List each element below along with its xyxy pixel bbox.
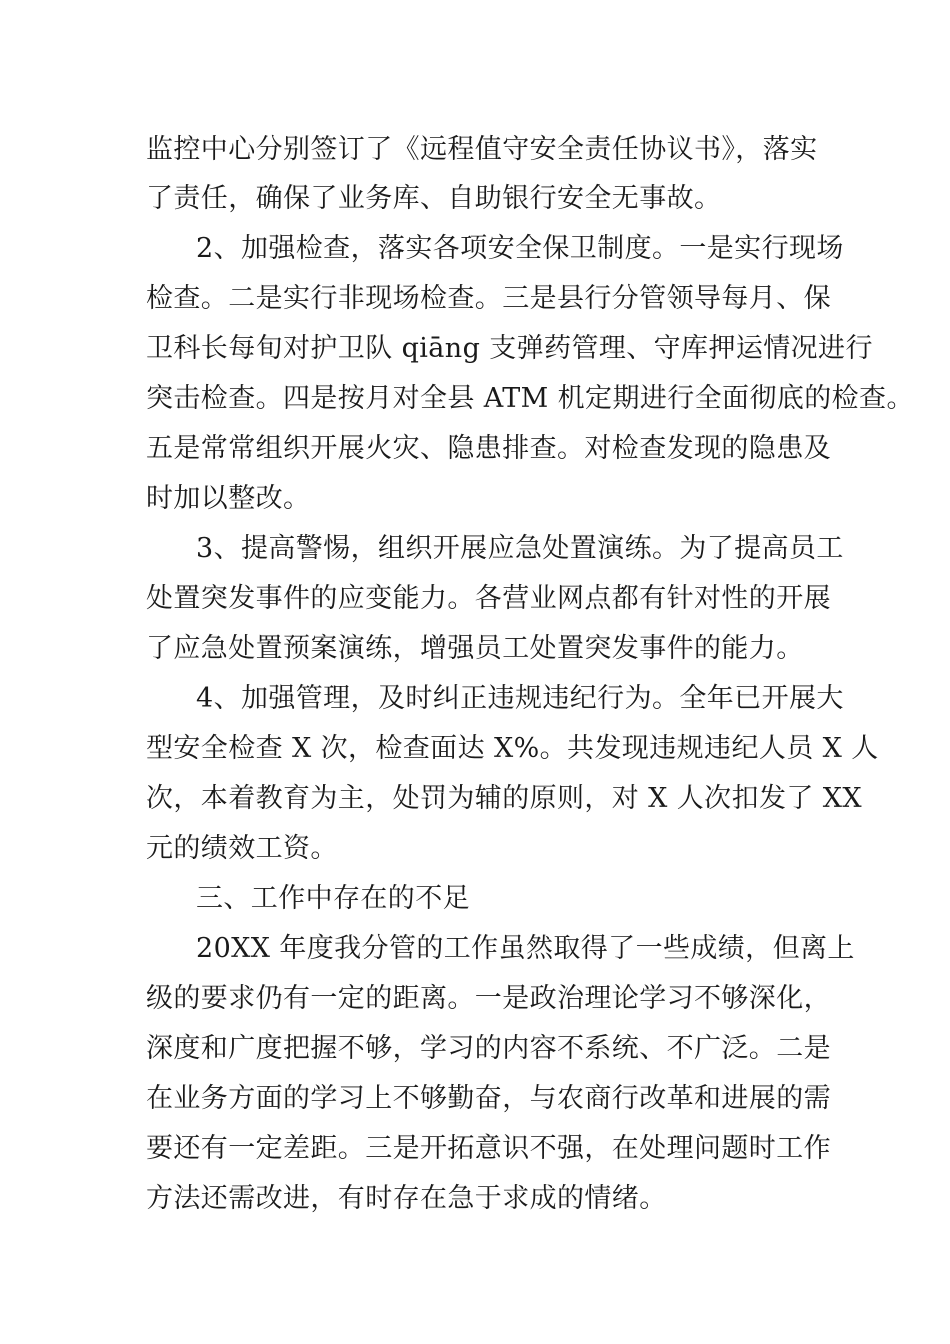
paragraph-first-line: 2、加强检查，落实各项安全保卫制度。一是实行现场 [196,233,844,264]
paragraph-first-line: 3、提高警惕，组织开展应急处置演练。为了提高员工 [196,533,844,564]
text-line: 了应急处置预案演练，增强员工处置突发事件的能力。 [146,633,804,664]
text-line: 时加以整改。 [146,483,311,514]
section-heading: 三、工作中存在的不足 [196,883,470,914]
text-line: 方法还需改进，有时存在急于求成的情绪。 [146,1183,667,1214]
text-line: 元的绩效工资。 [146,833,338,864]
text-line: 要还有一定差距。三是开拓意识不强，在处理问题时工作 [146,1133,831,1164]
text-line: 深度和广度把握不够，学习的内容不系统、不广泛。二是 [146,1033,831,1064]
text-line: 了责任，确保了业务库、自助银行安全无事故。 [146,183,722,214]
text-line: 处置突发事件的应变能力。各营业网点都有针对性的开展 [146,583,831,614]
text-line: 卫科长每旬对护卫队 qiāng 支弹药管理、守库押运情况进行 [146,333,873,364]
text-line: 突击检查。四是按月对全县 ATM 机定期进行全面彻底的检查。 [146,383,914,414]
text-line: 检查。二是实行非现场检查。三是县行分管领导每月、保 [146,283,831,314]
paragraph-first-line: 20XX 年度我分管的工作虽然取得了一些成绩，但离上 [196,933,855,964]
text-line: 监控中心分别签订了《远程值守安全责任协议书》，落实 [146,134,818,165]
text-line: 次，本着教育为主，处罚为辅的原则，对 X 人次扣发了 XX [146,783,863,814]
text-line: 五是常常组织开展火灾、隐患排查。对检查发现的隐患及 [146,433,831,464]
text-line: 级的要求仍有一定的距离。一是政治理论学习不够深化， [146,983,831,1014]
paragraph-first-line: 4、加强管理，及时纠正违规违纪行为。全年已开展大 [196,683,844,714]
text-line: 型安全检查 X 次，检查面达 X%。共发现违规违纪人员 X 人 [146,733,879,764]
text-line: 在业务方面的学习上不够勤奋，与农商行改革和进展的需 [146,1083,831,1114]
